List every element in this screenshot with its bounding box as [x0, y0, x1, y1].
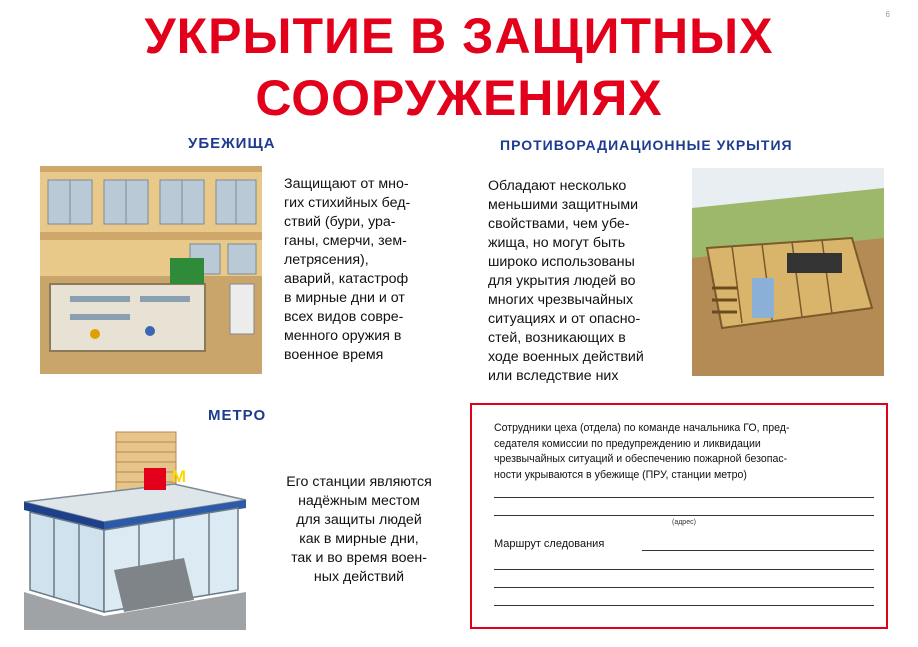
route-line-1[interactable] — [642, 550, 874, 551]
address-hint: (адрес) — [672, 519, 696, 526]
shelters-heading: УБЕЖИЩА — [188, 135, 276, 152]
metro-description: Его станции являются надёжным местом для защиты людей как в мирные дни, так и во время воен- ных действий — [286, 474, 432, 585]
metro-entrance-icon — [24, 430, 250, 630]
route-line-4[interactable] — [494, 605, 874, 606]
shelter-illustration — [40, 166, 262, 374]
address-line-1[interactable] — [494, 497, 874, 498]
metro-illustration — [24, 430, 250, 630]
shelters-description: Защищают от мно- гих стихийных бед- ствий (бури, ура- ганы, смерчи, зем- летрясения), аварий, катастроф в мирные дни и от всех видов совре- менного оружия в военное время — [284, 176, 411, 363]
anti-radiation-illustration — [692, 168, 884, 376]
shelter-building-icon — [40, 166, 262, 374]
address-line-2[interactable] — [494, 515, 874, 516]
form-instructions: Сотрудники цеха (отдела) по команде начальника ГО, пред- седателя комиссии по предупреждению и ликвидации чрезвычайных ситуаций и обеспечению пожарной безопас- ности укрываются в убежище (ПРУ, станции метро) — [494, 422, 790, 481]
metro-sign-letter: М — [171, 467, 187, 486]
anti-radiation-description: Обладают несколько меньшими защитными свойствами, чем убе- жища, но могут быть широко использованы для укрытия людей во многих чрезвычайных ситуациях и от опасно- стей, возникающих в ходе военных действий или вследствие них — [488, 178, 644, 384]
evacuation-form — [470, 403, 888, 629]
route-line-3[interactable] — [494, 587, 874, 588]
page-title-line-1: УКРЫТИЕ В ЗАЩИТНЫХ — [144, 8, 774, 64]
page-number: 6 — [885, 10, 890, 19]
anti-radiation-heading: ПРОТИВОРАДИАЦИОННЫЕ УКРЫТИЯ — [500, 137, 793, 153]
route-line-2[interactable] — [494, 569, 874, 570]
route-label: Маршрут следования — [494, 538, 605, 550]
dugout-shelter-icon — [692, 168, 884, 376]
page-title-line-2: СООРУЖЕНИЯХ — [255, 70, 663, 126]
metro-heading: МЕТРО — [208, 407, 267, 424]
